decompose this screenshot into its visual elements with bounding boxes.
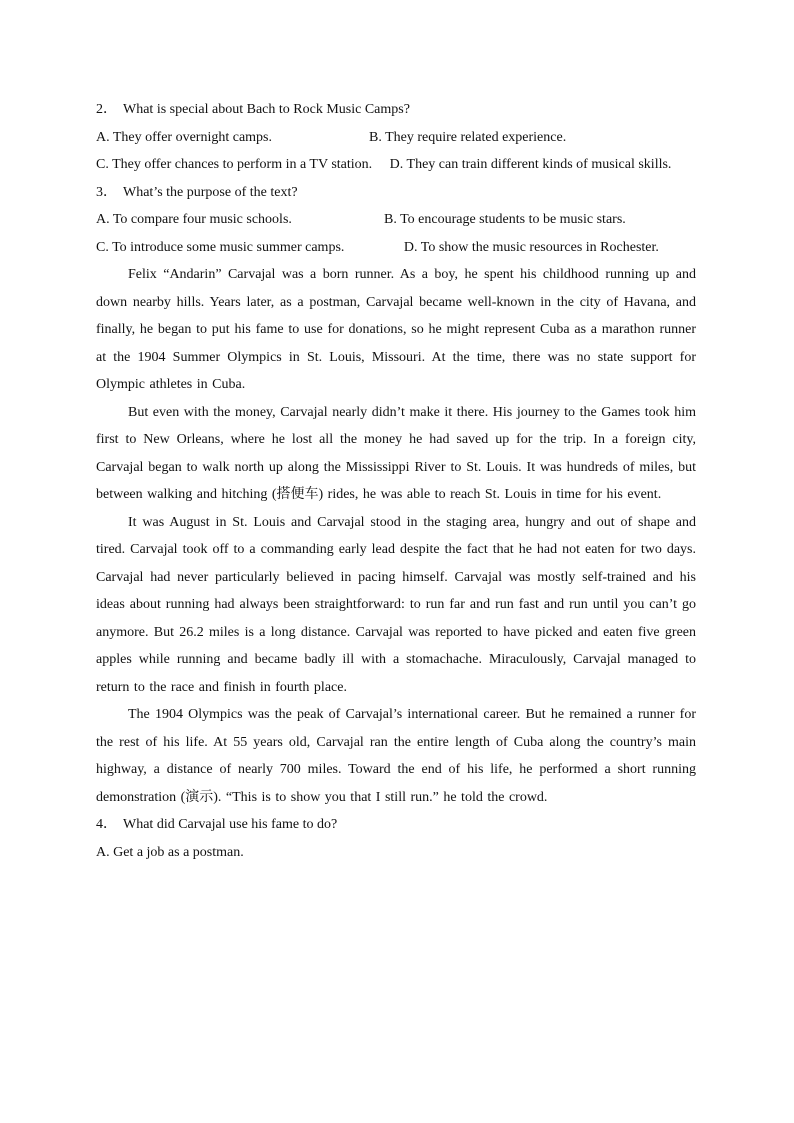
question-stem: What’s the purpose of the text? [123, 184, 298, 200]
option-a: A. They offer overnight camps. [96, 129, 272, 145]
question-2-options-ab [96, 124, 696, 152]
option-a: A. To compare four music schools. [96, 212, 292, 227]
question-number: 2． [96, 102, 117, 117]
passage-paragraph-4: The 1904 Olympics was the peak of Carvajal’s international career. But he remained a runner for the rest of his life. At 55 years old, Carvajal ran the entire length of Cuba along the country’s main highway, a distance of nearly 700 miles. Toward the end of his life, he performed a short running demonstration (演示). “This is to show you that I still run.” he told the crowd. [96, 707, 696, 805]
question-4 [96, 811, 696, 839]
option-c: C. They offer chances to perform in a TV station. [96, 157, 373, 172]
option-d: D. They can train different kinds of musical skills. [389, 157, 672, 172]
question-stem: What is special about Bach to Rock Music Camps? [123, 102, 410, 117]
document-page [96, 96, 696, 866]
passage-paragraph-3: It was August in St. Louis and Carvajal stood in the staging area, hungry and out of shape and tired. Carvajal took off to a commanding early lead despite the fact that he had not eaten for two days. Carvajal had never particularly believed in pacing himself. Carvajal was mostly self-trained and his ideas about running had always been straightforward: to run far and run fast and run until you can’t go anymore. But 26.2 miles is a long distance. Carvajal was reported to have picked and eaten five green apples while running and became badly ill with a stomachache. Miraculously, Carvajal managed to return to the race and finish in fourth place. [96, 514, 696, 695]
question-3-options-cd [96, 234, 696, 262]
passage-paragraph-2: But even with the money, Carvajal nearly didn’t make it there. His journey to the Games took him first to New Orleans, where he lost all the money he had saved up for the trip. In a foreign city, Carvajal began to walk north up along the Mississippi River to St. Louis. It was hundreds of miles, but between walking and hitching (搭便车) rides, he was able to reach St. Louis in time for his event. [96, 404, 696, 502]
passage-paragraph-1: Felix “Andarin” Carvajal was a born runner. As a boy, he spent his childhood running up and down nearby hills. Years later, as a postman, Carvajal became well-known in the city of Havana, and finally, he began to put his fame to use for donations, so he might represent Cuba as a marathon runner at the 1904 Summer Olympics in St. Louis, Missouri. At the time, there was no state support for Olympic athletes in Cuba. [96, 267, 696, 392]
question-2 [96, 96, 696, 124]
option-c: C. To introduce some music summer camps. [96, 239, 345, 255]
question-3-options-ab [96, 206, 696, 234]
question-stem: What did Carvajal use his fame to do? [123, 817, 338, 832]
option-d: D. To show the music resources in Rochester. [403, 239, 659, 255]
option-a: A. Get a job as a postman. [96, 844, 244, 860]
question-number: 3． [96, 184, 117, 200]
question-3 [96, 179, 696, 207]
option-b: B. To encourage students to be music stars. [384, 212, 626, 227]
option-b: B. They require related experience. [369, 129, 567, 145]
question-2-options-cd [96, 151, 696, 179]
question-number: 4． [96, 817, 117, 832]
